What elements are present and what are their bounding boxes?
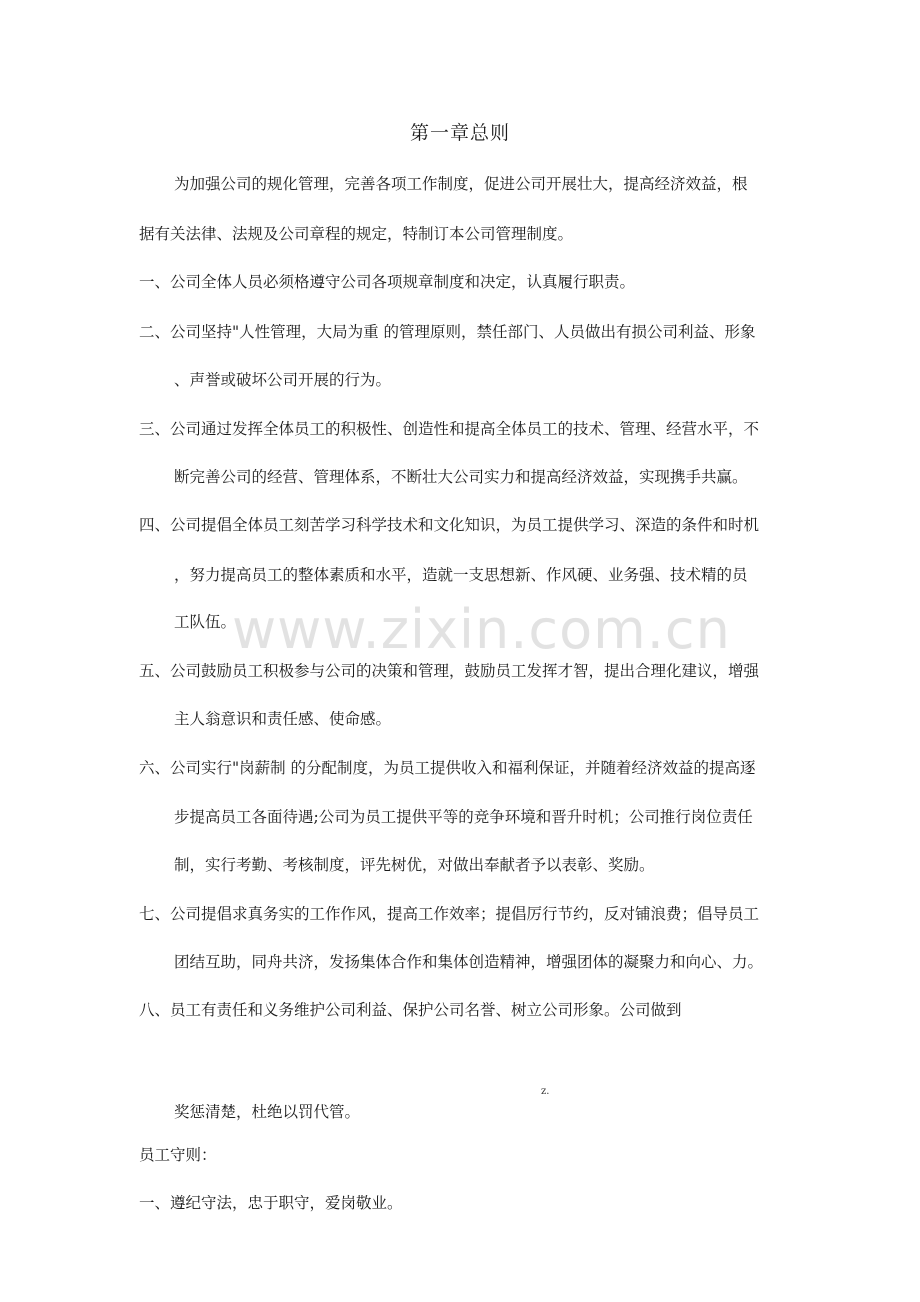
article-8-line-1: 八、员工有责任和义务维护公司利益、保护公司名誉、树立公司形象。公司做到: [139, 1001, 682, 1019]
article-3-line-2: 断完善公司的经营、管理体系，不断壮大公司实力和提高经济效益，实现携手共赢。: [174, 468, 748, 486]
article-6-line-1: 六、公司实行"岗薪制 的分配制度，为员工提供收入和福利保证，并随着经济效益的提高逐: [139, 759, 756, 777]
article-4-line-1: 四、公司提倡全体员工刻苦学习科学技术和文化知识，为员工提供学习、深造的条件和时机: [139, 516, 760, 534]
intro-line-2: 据有关法律、法规及公司章程的规定，特制订本公司管理制度。: [139, 225, 574, 243]
article-7-line-2: 团结互助，同舟共济，发扬集体合作和集体创造精神，增强团体的凝聚力和向心、力。: [174, 953, 764, 971]
article-1-line-1: 一、公司全体人员必须格遵守公司各项规章制度和决定，认真履行职责。: [139, 273, 636, 291]
article-6-line-3: 制，实行考勤、考核制度，评先树优，对做出奉献者予以表彰、奖励。: [174, 856, 655, 874]
chapter-title: 第一章总则: [409, 122, 510, 144]
article-5-line-2: 主人翁意识和责任感、使命感。: [174, 710, 392, 728]
article-2-line-2: 、声誉或破坏公司开展的行为。: [174, 371, 392, 389]
article-4-line-2: ，努力提高员工的整体素质和水平，造就一支思想新、作风硬、业务强、技术精的员: [174, 566, 748, 584]
intro-line-1: 为加强公司的规化管理，完善各项工作制度，促进公司开展壮大，提高经济效益，根: [174, 175, 748, 193]
article-3-line-1: 三、公司通过发挥全体员工的积极性、创造性和提高全体员工的技术、管理、经营水平，不: [139, 420, 760, 438]
article-5-line-1: 五、公司鼓励员工积极参与公司的决策和管理，鼓励员工发挥才智，提出合理化建议，增强: [139, 662, 760, 680]
article-4-line-3: 工队伍。: [174, 613, 237, 631]
watermark: www.zixin.com.cn: [232, 598, 731, 661]
rule-1: 一、遵纪守法，忠于职守，爱岗敬业。: [139, 1194, 403, 1212]
article-6-line-2: 步提高员工各面待遇;公司为员工提供平等的竞争环境和晋升时机；公司推行岗位责任: [174, 808, 753, 826]
article-8-line-2: 奖惩清楚，杜绝以罚代管。: [174, 1103, 361, 1121]
page-marker: z.: [541, 1086, 550, 1097]
rules-heading: 员工守则：: [139, 1146, 217, 1164]
article-2-line-1: 二、公司坚持"人性管理，大局为重 的管理原则，禁任部门、人员做出有损公司利益、形象: [139, 323, 756, 341]
article-7-line-1: 七、公司提倡求真务实的工作作风，提高工作效率；提倡厉行节约，反对铺浪费；倡导员工: [139, 905, 760, 923]
